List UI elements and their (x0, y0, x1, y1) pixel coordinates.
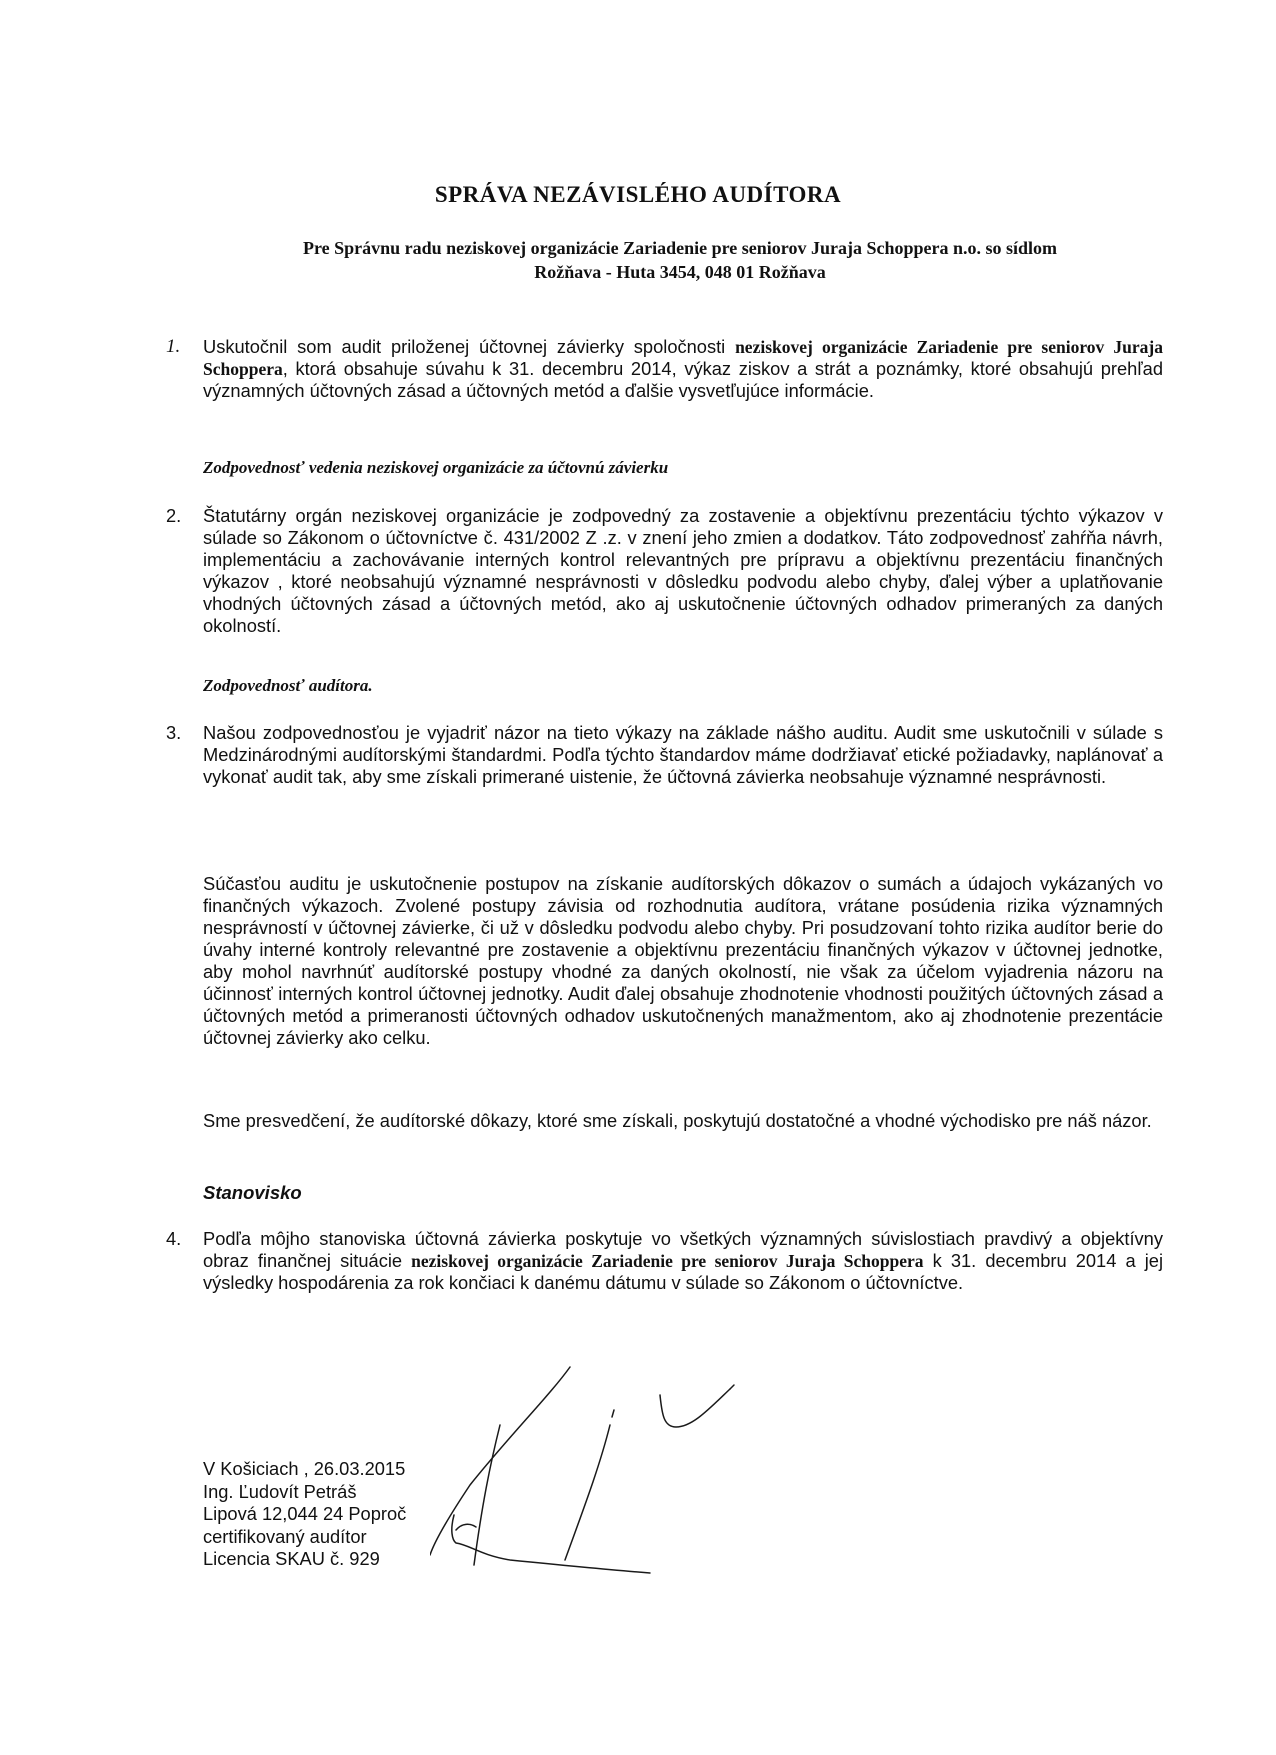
auditor-license: Licencia SKAU č. 929 (203, 1548, 380, 1569)
auditor-role: certifikovaný audítor (203, 1525, 367, 1547)
paragraph-2: Štatutárny orgán neziskovej organizácie je zodpovedný za zostavenie a objektívnu prezentáciu týchto výkazov v súlade so Zákonom o účtovníctve č. 431/2002 Z .z. v znení jeho zmien a dodatkov. Táto zodpovednosť zahŕňa návrh, implementáciu a zachovávanie interných kontrol relevantných pre prípravu a objektívnu prezentáciu finančných výkazov , ktoré neobsahujú významné nesprávnosti v dôsledku podvodu alebo chyby, ďalej výber a uplatňovanie vhodných účtovných zásad a účtovných metód, ako aj uskutočnenie účtovných odhadov primeraných za daných okolností. (203, 505, 1163, 636)
addressee-line-2: Rožňava - Huta 3454, 048 01 Rožňava (534, 262, 826, 282)
organization-name: neziskovej organizácie Zariadenie pre seniorov Juraja Schoppera (203, 337, 1163, 379)
paragraph-1 (203, 336, 1163, 402)
heading-management-responsibility: Zodpovednosť vedenia neziskovej organizácie za účtovnú závierku (203, 458, 669, 477)
paragraph-3b: Súčasťou auditu je uskutočnenie postupov na získanie audítorských dôkazov o sumách a údajoch vykázaných vo finančných výkazoch. Zvolené postupy závisia od rozhodnutia audítora, vrátane posúdenia rizika významných nesprávností v účtovnej závierke, či už v dôsledku podvodu alebo chyby. Pri posudzovaní tohto rizika audítor berie do úvahy interné kontroly relevantné pre zostavenie a objektívnu prezentáciu finančných výkazov v účtovnej jednotke, aby mohol navrhnúť audítorské postupy vhodné za daných okolností, nie však za účelom vyjadrenia názoru na účinnosť interných kontrol účtovnej jednotky. Audit ďalej obsahuje zhodnotenie vhodnosti použitých účtovných zásad a účtovných metód a primeranosti účtovných odhadov uskutočnených manažmentom, ako aj zhodnotenie prezentácie účtovnej závierky ako celku. (203, 873, 1163, 1048)
paragraph-4-text-b: k 31. decembru 2014 a jej výsledky hospodárenia za rok končiaci k danému dátumu v súlade so Zákonom o účtovníctve. (203, 1250, 1164, 1293)
organization-name: neziskovej organizácie Zariadenie pre seniorov Juraja Schoppera (411, 1251, 924, 1271)
paragraph-number-3: 3. (166, 722, 182, 743)
auditor-name: Ing. Ľudovít Petráš (203, 1480, 357, 1502)
paragraph-number-1: 1. (166, 336, 181, 357)
signature-block (203, 1458, 406, 1571)
document-title: SPRÁVA NEZÁVISLÉHO AUDÍTORA (434, 182, 842, 207)
handwritten-signature (430, 1355, 790, 1575)
paragraph-1-text-b: , ktorá obsahuje súvahu k 31. decembru 2014, výkaz ziskov a strát a poznámky, ktoré obsahujú prehľad významných účtovných zásad a účtovných metód a ďalšie vysvetľujúce informácie. (203, 358, 1163, 401)
place-date: V Košiciach , 26.03.2015 (203, 1458, 406, 1479)
paragraph-number-4: 4. (166, 1228, 182, 1249)
auditor-address: Lipová 12,044 24 Poproč (203, 1503, 407, 1524)
heading-opinion: Stanovisko (203, 1182, 302, 1203)
paragraph-3: Našou zodpovednosťou je vyjadriť názor na tieto výkazy na základe nášho auditu. Audit sme uskutočnili v súlade s Medzinárodnými audítorskými štandardmi. Podľa týchto štandardov máme dodržiavať etické požiadavky, naplánovať a vykonať audit tak, aby sme získali primerané uistenie, že účtovná závierka neobsahuje významné nesprávnosti. (203, 722, 1163, 787)
paragraph-4 (203, 1228, 1163, 1294)
heading-auditor-responsibility: Zodpovednosť audítora. (203, 676, 373, 695)
addressee (200, 236, 1160, 284)
paragraph-3c: Sme presvedčení, že audítorské dôkazy, ktoré sme získali, poskytujú dostatočné a vhodné východisko pre náš názor. (203, 1110, 1152, 1131)
paragraph-number-2: 2. (166, 505, 182, 526)
paragraph-1-text-a: Uskutočnil som audit priloženej účtovnej závierky spoločnosti (203, 336, 736, 357)
paragraph-4-text-a: Podľa môjho stanoviska účtovná závierka poskytuje vo všetkých významných súvislostiach pravdivý a objektívny obraz finančnej situácie (203, 1228, 1163, 1271)
addressee-line-1: Pre Správnu radu neziskovej organizácie Zariadenie pre seniorov Juraja Schoppera n.o. so sídlom (302, 238, 1057, 258)
